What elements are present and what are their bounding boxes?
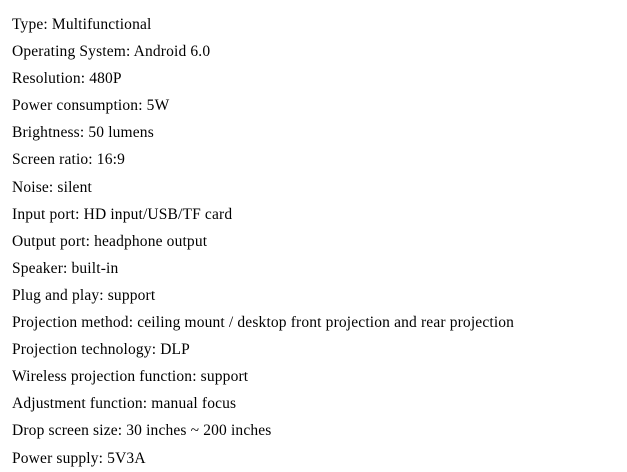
spec-line: Power supply: 5V3A: [12, 449, 146, 467]
spec-line: Screen ratio: 16:9: [12, 151, 125, 169]
spec-line: Noise: silent: [12, 178, 92, 196]
spec-line: Drop screen size: 30 inches ~ 200 inches: [12, 422, 272, 440]
spec-line: Projection method: ceiling mount / desktop front projection and rear projection: [12, 314, 515, 332]
spec-line: Projection technology: DLP: [12, 341, 190, 359]
spec-line: Input port: HD input/USB/TF card: [12, 205, 233, 223]
spec-line: Speaker: built-in: [12, 259, 119, 277]
spec-line: Brightness: 50 lumens: [12, 124, 154, 142]
spec-line: Plug and play: support: [12, 286, 156, 304]
spec-line: Operating System: Android 6.0: [12, 43, 211, 61]
spec-line: Power consumption: 5W: [12, 97, 170, 115]
spec-line: Wireless projection function: support: [12, 368, 249, 386]
spec-line: Resolution: 480P: [12, 70, 122, 88]
spec-line: Output port: headphone output: [12, 232, 208, 250]
spec-line: Type: Multifunctional: [12, 16, 152, 33]
spec-line: Adjustment function: manual focus: [12, 395, 237, 413]
